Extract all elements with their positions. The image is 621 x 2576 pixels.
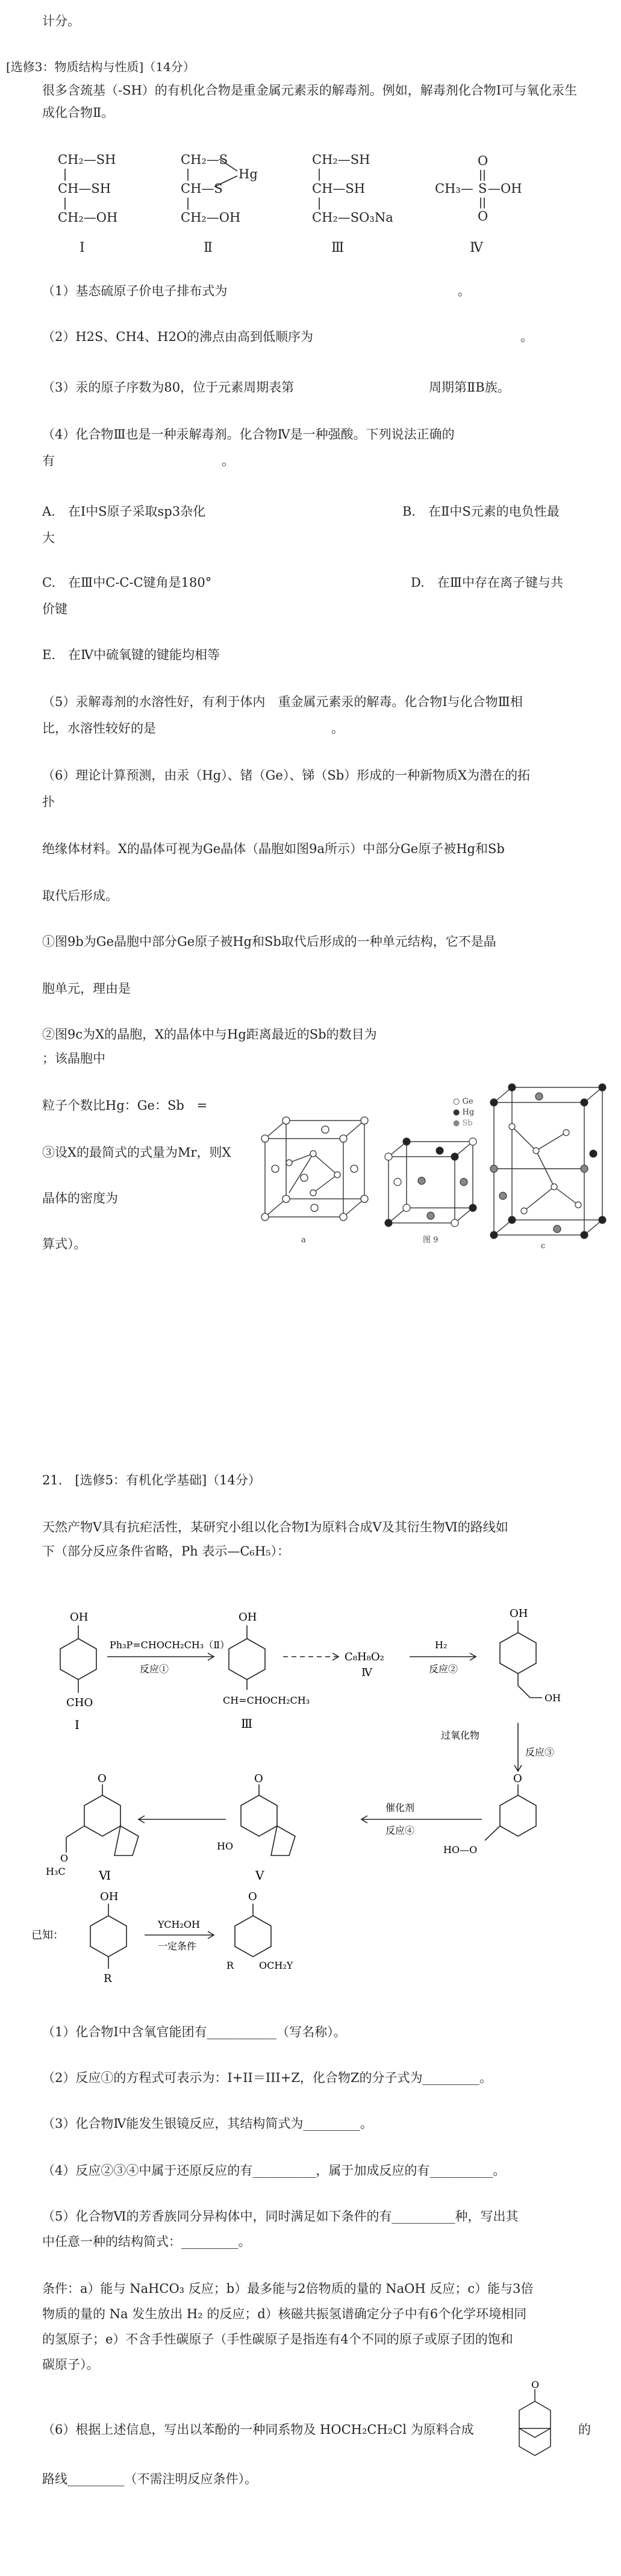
target-drawing — [505, 2379, 577, 2462]
q21-cond-c: 的氢原子；e）不含手性碳原子（手性碳原子是指连有4个不同的原子或原子团的饱和 — [42, 2332, 513, 2346]
struct-ii-line1: CH₂—S — [181, 152, 228, 167]
struct-iii-line1: CH₂—SH — [312, 152, 370, 167]
q20-6g: ②图9c为X的晶胞，X的晶体中与Hg距离最近的Sb的数目为 — [42, 1027, 377, 1042]
scheme-oh-4: OH — [545, 1692, 561, 1704]
struct-ii-line3: CH₂—OH — [181, 210, 241, 225]
q20-6i: 粒子个数比Hg：Ge：Sb = — [42, 1098, 208, 1113]
q20-6b: 扑 — [42, 795, 55, 809]
q20-6f: 胞单元，理由是 — [42, 981, 131, 996]
scheme-drawing — [0, 1566, 602, 2000]
q20-4b-end: 。 — [222, 454, 234, 468]
scheme-oh-3: OH — [510, 1607, 528, 1620]
scheme-ho-o: HO—O — [443, 1844, 478, 1855]
scheme-oh-1: OH — [70, 1611, 89, 1624]
target-o: O — [531, 2379, 540, 2390]
scheme-iv-formula: C₈H₈O₂ — [345, 1651, 384, 1663]
scheme-label-iv: Ⅳ — [361, 1666, 372, 1679]
q20-intro: 很多含巯基（-SH）的有机化合物是重金属元素汞的解毒剂。例如，解毒剂化合物I可与氧化汞生成化合物Ⅱ。 — [42, 83, 578, 120]
q21-cond-b: 物质的量的 Na 发生放出 H₂ 的反应；d）核磁共振氢谱确定分子中有6个化学环境相同 — [42, 2307, 527, 2321]
struct-iv-label: Ⅳ — [470, 240, 483, 255]
scheme-oh-2: OH — [239, 1611, 257, 1624]
scheme-r-2: R — [226, 1960, 234, 1971]
scheme-label-v: Ⅴ — [255, 1868, 264, 1883]
q21-cond-a: 条件：a）能与 NaHCO₃ 反应；b）最多能与2倍物质的量的 NaOH 反应；c）能与3倍 — [42, 2281, 534, 2296]
struct-i-line3: CH₂—OH — [58, 210, 118, 225]
struct-iv-s: S — [478, 181, 487, 196]
option-d: D. 在Ⅲ中存在离子键与共 — [411, 575, 564, 590]
legend-sb: ● Sb — [453, 1119, 473, 1128]
q20-5b-end: 。 — [331, 721, 344, 736]
option-c: C. 在Ⅲ中C-C-C键角是180° — [42, 575, 212, 590]
struct-ii-label: Ⅱ — [204, 240, 213, 255]
struct-i-label: Ⅰ — [80, 240, 85, 255]
q21-5a: （5）化合物Ⅵ的芳香族同分异构体中，同时满足如下条件的有__________种，写出其 — [42, 2209, 519, 2224]
structure-bonds — [0, 0, 621, 277]
scheme-cho: CHO — [66, 1696, 93, 1709]
struct-iii-label: Ⅲ — [331, 240, 345, 255]
figure-label-c: c — [541, 1242, 546, 1251]
q20-1: （1）基态硫原子价电子排布式为 — [42, 284, 228, 298]
scheme-o-1: O — [513, 1772, 522, 1785]
scheme-reagent-1: Ph₃P=CHOCH₂CH₃（Ⅱ） — [110, 1639, 230, 1651]
q20-4a: （4）化合物Ⅲ也是一种汞解毒剂。化合物Ⅳ是一种强酸。下列说法正确的 — [42, 427, 455, 442]
q20-6k: 晶体的密度为 — [42, 1191, 118, 1205]
q21-6a-end: 的 — [578, 2422, 591, 2437]
q20-2: （2）H2S、CH4、H2O的沸点由高到低顺序为 — [42, 330, 314, 344]
scheme-iii-sub: CH=CHOCH₂CH₃ — [223, 1695, 310, 1706]
scheme-h3c: H₃C — [46, 1866, 66, 1877]
q21-intro-a: 天然产物Ⅴ具有抗疟活性，某研究小组以化合物Ⅰ为原料合成Ⅴ及其衍生物Ⅵ的路线如 — [42, 1520, 508, 1534]
q20-5b: 比，水溶性较好的是 — [42, 721, 156, 736]
scheme-reaction-2: 反应② — [429, 1663, 458, 1675]
q21-2: （2）反应①的方程式可表示为：I+II＝III+Z，化合物Z的分子式为_________。 — [42, 2071, 493, 2085]
struct-ii-line2: CH—S — [181, 181, 223, 196]
scheme-h2: H₂ — [435, 1639, 448, 1651]
q20-3: （3）汞的原子序数为80，位于元素周期表第 — [42, 380, 295, 395]
q21-3: （3）化合物Ⅳ能发生银镜反应，其结构简式为_________。 — [42, 2116, 373, 2131]
q20-5a: （5）汞解毒剂的水溶性好，有利于体内 重金属元素汞的解毒。化合物Ⅰ与化合物Ⅲ相 — [42, 695, 523, 709]
scheme-label-i: Ⅰ — [75, 1718, 80, 1732]
q20-6d: 取代后形成。 — [42, 889, 118, 903]
struct-iv-ch3: CH₃— — [435, 181, 473, 196]
legend-hg: ● Hg — [453, 1108, 475, 1117]
q20-6e: ①图9b为Ge晶胞中部分Ge原子被Hg和Sb取代后形成的一种单元结构，它不是晶 — [42, 934, 496, 949]
figure-label-b: 图 9 — [423, 1236, 438, 1245]
q20-6j: ③设X的最简式的式量为Mr，则X — [42, 1145, 231, 1160]
q20-title: [选修3：物质结构与性质]（14分） — [6, 60, 195, 74]
scheme-o-5: O — [248, 1890, 257, 1903]
scheme-o-3: O — [98, 1772, 107, 1785]
option-b: B. 在Ⅱ中S元素的电负性最 — [402, 504, 560, 519]
q21-intro-b: 下（部分反应条件省略，Ph 表示—C₆H₅）： — [42, 1544, 290, 1558]
scheme-reaction-4: 反应④ — [385, 1825, 415, 1836]
q20-6h: ；该晶胞中 — [42, 1051, 105, 1066]
q20-1-end: 。 — [458, 284, 470, 298]
scheme-reaction-3: 反应③ — [525, 1746, 555, 1758]
q21-cond-d: 碳原子）。 — [42, 2357, 99, 2372]
scheme-r-1: R — [104, 1972, 112, 1985]
q21-6b: 路线_________（不需注明反应条件）。 — [42, 2472, 257, 2486]
scheme-known: 已知： — [31, 1929, 64, 1942]
struct-iv-oh: —OH — [488, 181, 522, 196]
scheme-ho: HO — [217, 1840, 234, 1852]
top-line: 计分。 — [42, 14, 80, 28]
struct-iv-o-top: O — [478, 154, 488, 168]
struct-iv-o-bottom: O — [478, 209, 488, 224]
scheme-cond: 一定条件 — [158, 1940, 197, 1952]
scheme-peroxide: 过氧化物 — [441, 1730, 480, 1741]
option-a: A. 在Ⅰ中S原子采取sp3杂化 — [42, 504, 206, 519]
option-b-cont: 大 — [42, 531, 55, 545]
q21-5b: 中任意一种的结构简式：_________。 — [42, 2234, 251, 2249]
scheme-label-vi: Ⅵ — [99, 1868, 111, 1883]
q21-4: （4）反应②③④中属于还原反应的有__________，属于加成反应的有__________。 — [42, 2163, 506, 2178]
q20-4b: 有 — [42, 454, 55, 468]
scheme-oh-5: OH — [100, 1890, 119, 1903]
struct-i-line2: CH—SH — [58, 181, 111, 196]
legend-ge: ○ Ge — [453, 1097, 473, 1106]
crystal-cells — [253, 1084, 614, 1265]
scheme-label-iii: Ⅲ — [241, 1716, 253, 1731]
option-d-cont: 价键 — [42, 602, 67, 616]
q20-2-end: 。 — [520, 330, 533, 344]
q20-6l: 算式）。 — [42, 1237, 87, 1251]
scheme-reaction-1: 反应① — [140, 1663, 169, 1675]
scheme-o-4: O — [60, 1852, 69, 1864]
struct-iii-line2: CH—SH — [312, 181, 366, 196]
q20-3-end: 周期第ⅡB族。 — [429, 380, 510, 395]
struct-i-line1: CH₂—SH — [58, 152, 116, 167]
q21-title: 21. [选修5：有机化学基础]（14分） — [42, 1473, 261, 1487]
option-e: E. 在Ⅳ中硫氧键的键能均相等 — [42, 648, 220, 662]
struct-ii-hg: Hg — [239, 167, 258, 181]
scheme-ych2oh: YCH₂OH — [158, 1919, 200, 1930]
scheme-catalyst: 催化剂 — [385, 1802, 415, 1813]
q21-1: （1）化合物Ⅰ中含氧官能团有___________（写名称）。 — [42, 2025, 346, 2039]
struct-iii-line3: CH₂—SO₃Na — [312, 210, 393, 225]
q20-6c: 绝缘体材料。X的晶体可视为Ge晶体（晶胞如图9a所示）中部分Ge原子被Hg和Sb — [42, 842, 505, 856]
scheme-o-2: O — [254, 1772, 263, 1785]
q20-6a: （6）理论计算预测，由汞（Hg）、锗（Ge）、锑（Sb）形成的一种新物质X为潜在的拓 — [42, 768, 531, 783]
q21-6a: （6）根据上述信息，写出以苯酚的一种同系物及 HOCH₂CH₂Cl 为原料合成 — [42, 2422, 474, 2437]
scheme-och2y: OCH₂Y — [259, 1960, 293, 1971]
figure-label-a: a — [301, 1236, 306, 1245]
